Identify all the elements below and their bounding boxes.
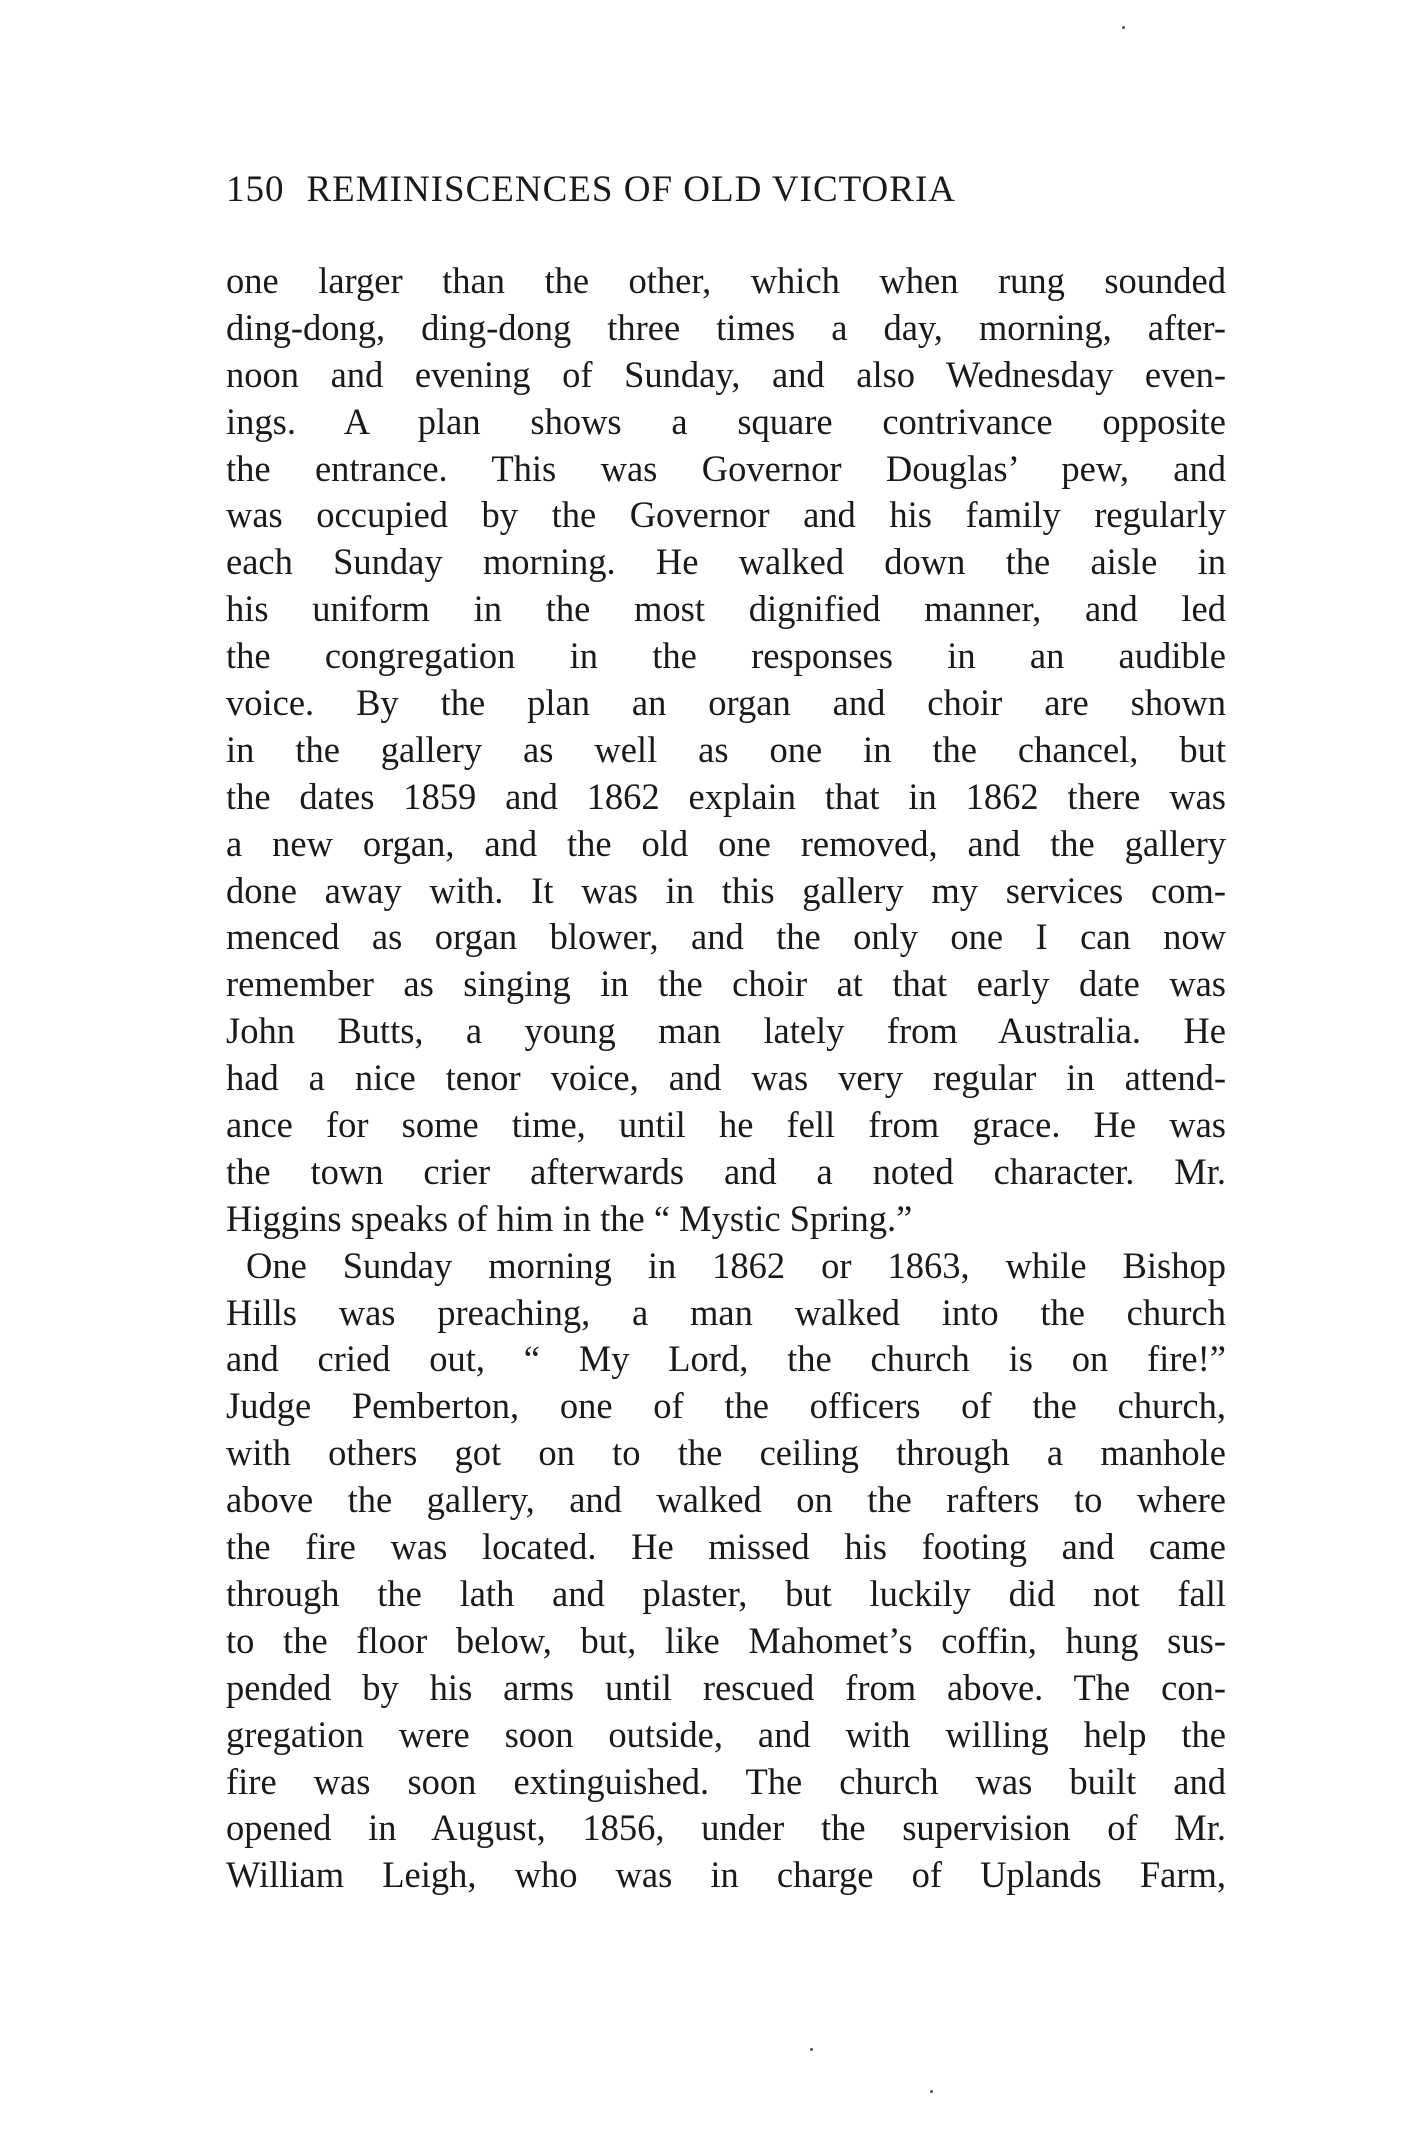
body-text [226,258,1226,1899]
text-line: ings. A plan shows a square contrivance opposite [226,400,1226,442]
text-line: the town crier afterwards and a noted character. Mr. [226,1150,1226,1192]
text-line: one larger than the other, which when rung sounded [226,260,1226,301]
text-line: each Sunday morning. He walked down the aisle in [226,541,1226,583]
text-line: was occupied by the Governor and his family regularly [226,494,1226,536]
text-line: Higgins speaks of him in the “ Mystic Spring.” [226,1197,913,1239]
text-line: his uniform in the most dignified manner, and led [226,588,1226,630]
text-line: pended by his arms until rescued from above. The con- [226,1666,1226,1708]
text-line: above the gallery, and walked on the rafters to where [226,1479,1226,1521]
text-line: ding-dong, ding-dong three times a day, morning, after- [226,306,1226,348]
text-line: fire was soon extinguished. The church was built and [226,1760,1226,1802]
text-line: with others got on to the ceiling through a manhole [226,1432,1226,1474]
text-line: John Butts, a young man lately from Australia. He [226,1010,1226,1052]
text-line: gregation were soon outside, and with willing help the [226,1713,1226,1755]
text-line: in the gallery as well as one in the chancel, but [226,728,1226,770]
text-line: had a nice tenor voice, and was very regular in attend- [226,1057,1226,1099]
running-header [226,168,1226,211]
text-line: Hills was preaching, a man walked into the church [226,1291,1226,1333]
text-line: noon and evening of Sunday, and also Wednesday even- [226,353,1226,395]
text-line: the fire was located. He missed his footing and came [226,1526,1226,1568]
text-line: the congregation in the responses in an audible [226,635,1226,677]
page-number: 150 [226,169,285,210]
text-line: opened in August, 1856, under the supervision of Mr. [226,1807,1226,1849]
page-speck [1122,26,1125,29]
running-title: REMINISCENCES OF OLD VICTORIA [306,169,956,210]
text-line: the dates 1859 and 1862 explain that in 1862 there was [226,775,1226,817]
page-speck [930,2090,933,2093]
page-speck [810,2048,813,2051]
text-line: William Leigh, who was in charge of Uplands Farm, [226,1854,1226,1896]
text-line: voice. By the plan an organ and choir are shown [226,682,1226,724]
text-line: through the lath and plaster, but luckily did not fall [226,1572,1226,1614]
text-line: ance for some time, until he fell from grace. He was [226,1104,1226,1146]
text-line: and cried out, “ My Lord, the church is on fire!” [226,1338,1226,1380]
text-line: the entrance. This was Governor Douglas’ pew, and [226,447,1226,489]
text-line: Judge Pemberton, one of the officers of the church, [226,1385,1226,1427]
text-line: menced as organ blower, and the only one I can now [226,916,1226,958]
text-line: One Sunday morning in 1862 or 1863, while Bishop [246,1244,1226,1286]
text-line: remember as singing in the choir at that early date was [226,963,1226,1005]
text-line: done away with. It was in this gallery my services com- [226,869,1226,911]
text-line: a new organ, and the old one removed, and the gallery [226,822,1226,864]
text-line: to the floor below, but, like Mahomet’s coffin, hung sus- [226,1619,1226,1661]
